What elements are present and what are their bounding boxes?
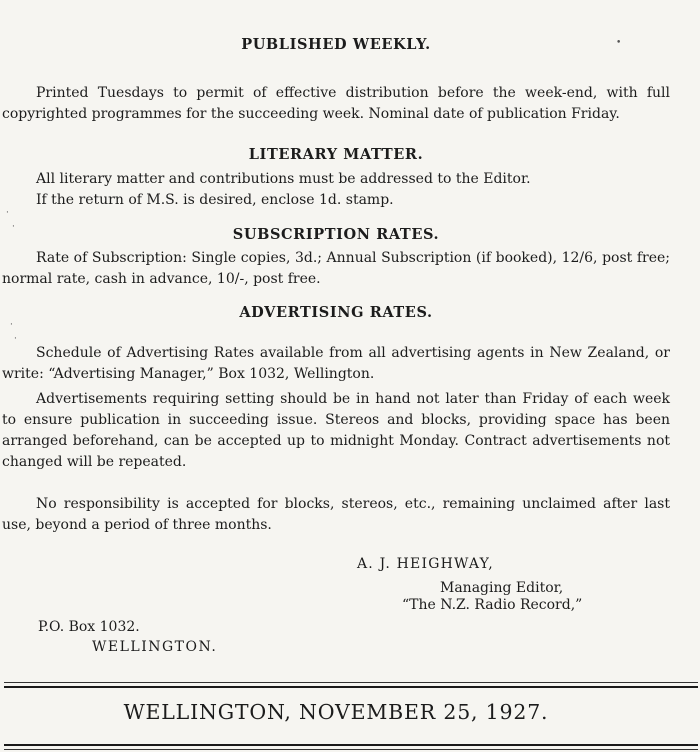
- print-speck: •: [616, 38, 622, 48]
- footer-dateline: WELLINGTON, NOVEMBER 25, 1927.: [123, 700, 549, 724]
- literary-matter-heading: LITERARY MATTER.: [248, 146, 424, 163]
- literary-matter-line-1: All literary matter and contributions must be addressed to the Editor.: [36, 171, 531, 187]
- signature-title: Managing Editor,: [440, 580, 564, 596]
- literary-matter-line-2: If the return of M.S. is desired, enclose 1d. stamp.: [36, 192, 394, 208]
- advertising-rates-paragraph-2: Advertisements requiring setting should be in hand not later than Friday of each week to ensure publication in succeeding issue. Stereos and blocks, providing space has been arranged beforehand, can be accepted up to midnight Monday. Contract advertisements not changed will be repeated.: [2, 391, 670, 470]
- print-speck: ·: [10, 320, 13, 330]
- rule-bottom-thin: [4, 749, 698, 750]
- advertising-rates-heading: ADVERTISING RATES.: [239, 304, 433, 321]
- signature-name: A. J. HEIGHWAY,: [357, 556, 494, 572]
- published-weekly-text: Printed Tuesdays to permit of effective distribution before the week-end, with full copyrighted programmes for the succeeding week. Nominal date of publication Friday.: [2, 85, 670, 122]
- subscription-rates-text: Rate of Subscription: Single copies, 3d.; Annual Subscription (if booked), 12/6, post free; normal rate, cash in advance, 10/-, post free.: [2, 250, 670, 287]
- print-speck: ·: [6, 208, 9, 218]
- signature-publication: “The N.Z. Radio Record,”: [402, 597, 583, 613]
- rule-top-thick: [4, 686, 698, 688]
- postal-city: WELLINGTON.: [92, 639, 218, 655]
- responsibility-notice: No responsibility is accepted for blocks, stereos, etc., remaining unclaimed after last use, beyond a period of three months.: [2, 496, 670, 533]
- print-speck: ·: [14, 334, 17, 344]
- advertising-rates-paragraph-1: Schedule of Advertising Rates available from all advertising agents in New Zealand, or write: “Advertising Manager,” Box 1032, Wellington.: [2, 345, 670, 382]
- published-weekly-heading: PUBLISHED WEEKLY.: [241, 36, 431, 53]
- print-speck: ·: [12, 222, 15, 232]
- postal-box: P.O. Box 1032.: [38, 619, 140, 635]
- subscription-rates-heading: SUBSCRIPTION RATES.: [232, 226, 440, 243]
- rule-top-thin: [4, 682, 698, 683]
- rule-bottom-thick: [4, 744, 698, 746]
